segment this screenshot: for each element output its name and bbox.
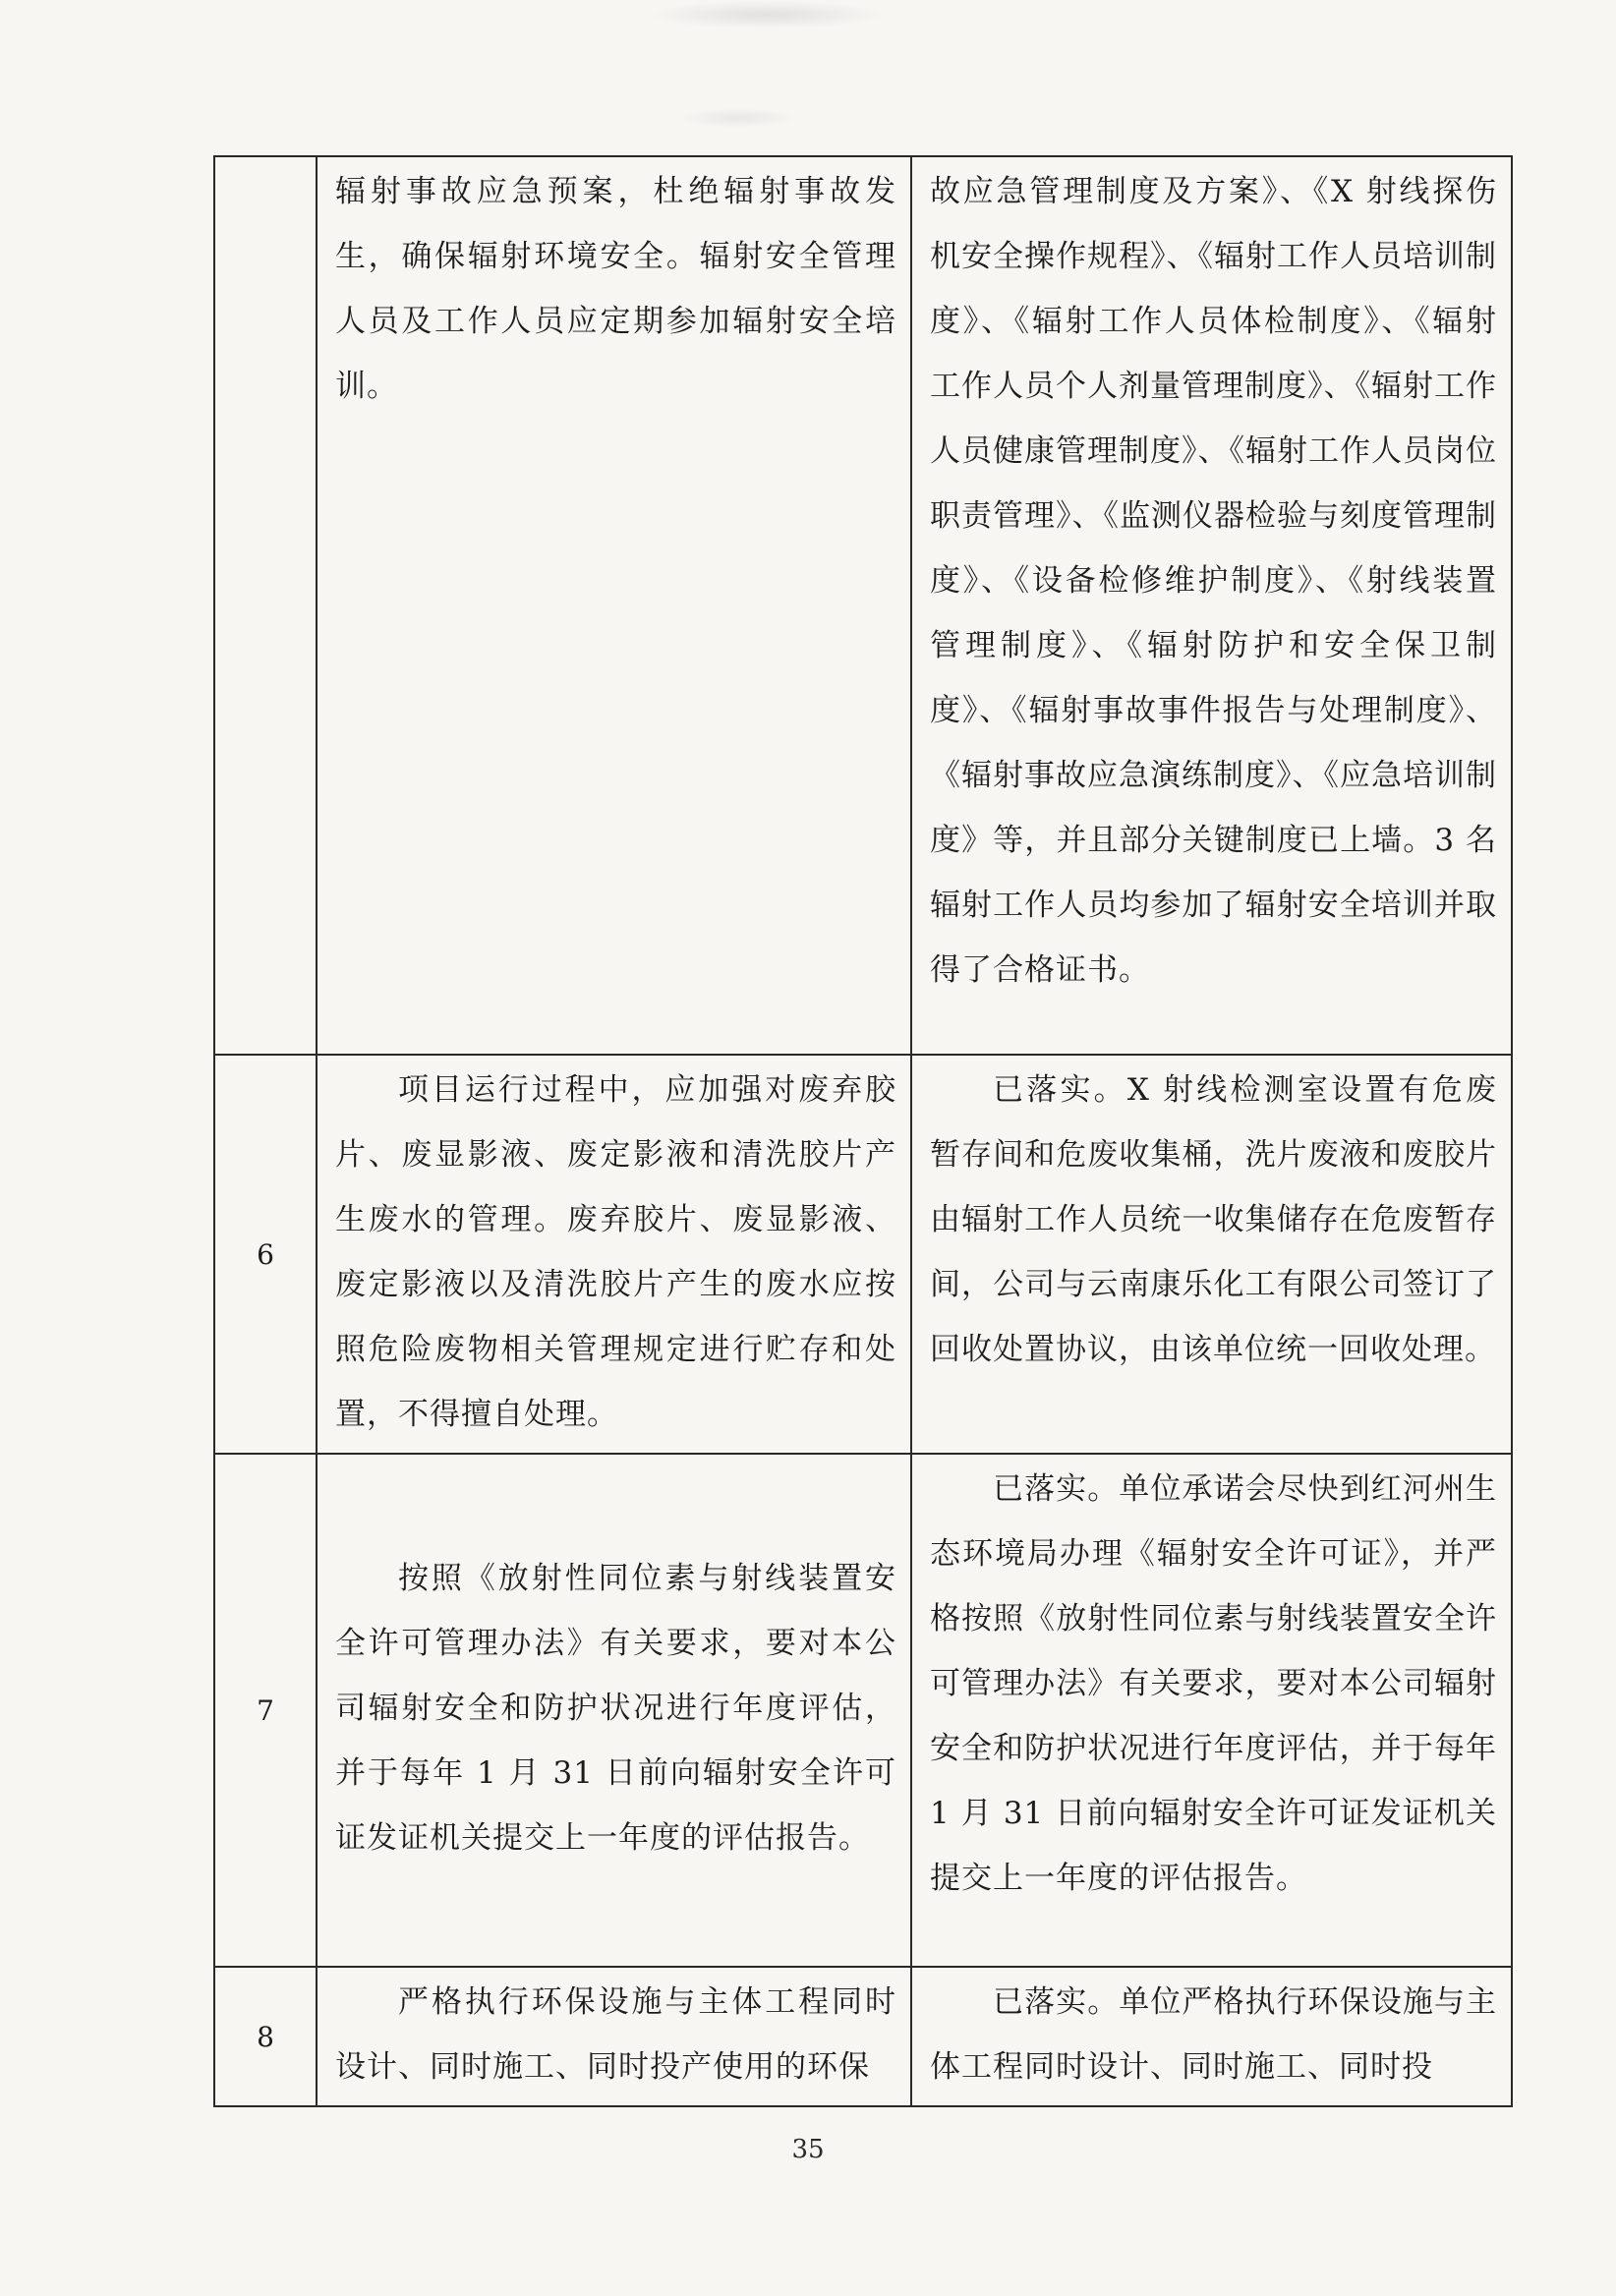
requirement-cell <box>317 1454 911 1967</box>
requirement-cell <box>317 1055 911 1454</box>
page-number: 35 <box>791 2135 825 2164</box>
status-text: 已落实。单位严格执行环保设施与主体工程同时设计、同时施工、同时投 <box>930 1984 1497 2085</box>
compliance-table <box>213 155 1513 2107</box>
requirement-cell <box>317 1967 911 2106</box>
status-text: 故应急管理制度及方案》、《X 射线探伤机安全操作规程》、《辐射工作人员培训制度》、《辐射工作人员体检制度》、《辐射工作人员个人剂量管理制度》、《辐射工作人员健康管理制度》、《辐射工作人员岗位职责管理》、《监测仪器检验与刻度管理制度》、《设备检修维护制度》、《射线装置管理制度》、《辐射防护和安全保卫制度》、《辐射事故事件报告与处理制度》、《辐射事故应急演练制度》、《应急培训制度》等，并且部分关键制度已上墙。3 名辐射工作人员均参加了辐射安全培训并取得了合格证书。 <box>930 174 1497 988</box>
row-number-cell <box>214 156 317 1055</box>
row-number-cell: 7 <box>214 1454 317 1967</box>
table-row <box>214 1967 1512 2106</box>
row-number-cell: 8 <box>214 1967 317 2106</box>
requirement-text: 按照《放射性同位素与射线装置安全许可管理办法》有关要求，要对本公司辐射安全和防护状况进行年度评估，并于每年 1 月 31 日前向辐射安全许可证发证机关提交上一年度的评估报告。 <box>335 1561 896 1856</box>
requirement-text: 严格执行环保设施与主体工程同时设计、同时施工、同时投产使用的环保 <box>335 1984 896 2085</box>
table-row <box>214 1454 1512 1967</box>
row-number-cell: 6 <box>214 1055 317 1454</box>
status-text: 已落实。X 射线检测室设置有危废暂存间和危废收集桶，洗片废液和废胶片由辐射工作人员统一收集储存在危废暂存间，公司与云南康乐化工有限公司签订了回收处置协议，由该单位统一回收处理。 <box>930 1072 1497 1367</box>
scan-artifact <box>649 0 885 29</box>
status-cell <box>911 156 1512 1055</box>
scan-artifact <box>678 108 796 128</box>
requirement-text: 项目运行过程中，应加强对废弃胶片、废显影液、废定影液和清洗胶片产生废水的管理。废弃胶片、废显影液、废定影液以及清洗胶片产生的废水应按照危险废物相关管理规定进行贮存和处置，不得擅自处理。 <box>335 1072 896 1432</box>
status-cell <box>911 1454 1512 1967</box>
status-text: 已落实。单位承诺会尽快到红河州生态环境局办理《辐射安全许可证》，并严格按照《放射性同位素与射线装置安全许可管理办法》有关要求，要对本公司辐射安全和防护状况进行年度评估，并于每年 1 月 31 日前向辐射安全许可证发证机关提交上一年度的评估报告。 <box>930 1471 1508 1896</box>
table-row <box>214 156 1512 1055</box>
table-row <box>214 1055 1512 1454</box>
status-cell <box>911 1967 1512 2106</box>
status-cell <box>911 1055 1512 1454</box>
requirement-cell <box>317 156 911 1055</box>
requirement-text: 辐射事故应急预案，杜绝辐射事故发生，确保辐射环境安全。辐射安全管理人员及工作人员应定期参加辐射安全培训。 <box>335 174 896 404</box>
